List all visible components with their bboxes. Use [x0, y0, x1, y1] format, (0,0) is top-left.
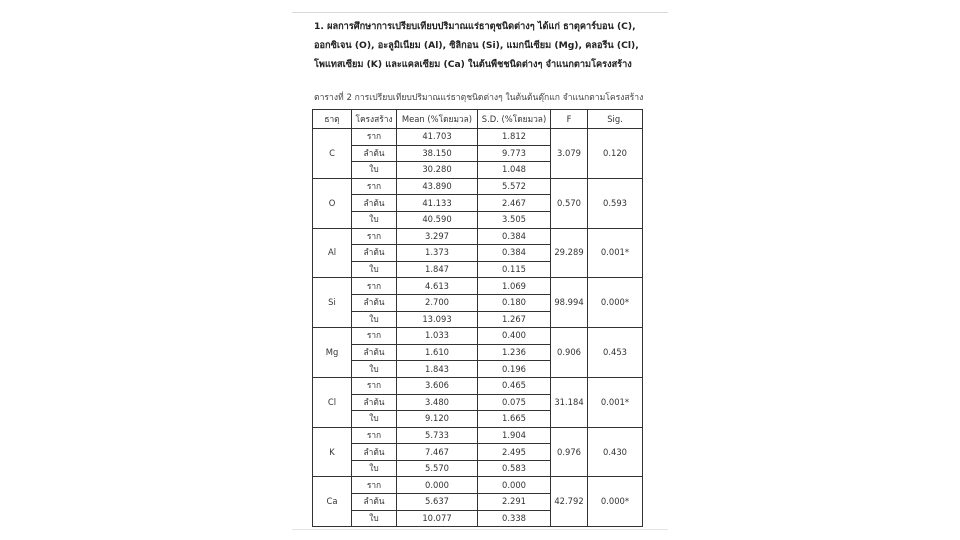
sig-cell: 0.430 [588, 427, 643, 477]
element-cell: Cl [313, 377, 352, 427]
element-cell: Al [313, 228, 352, 278]
sd-cell: 0.075 [478, 394, 551, 411]
sd-cell: 0.583 [478, 460, 551, 477]
sd-cell: 2.495 [478, 444, 551, 461]
sd-cell: 0.115 [478, 261, 551, 278]
table-row [313, 228, 643, 245]
structure-cell: ลำต้น [352, 444, 397, 461]
sd-cell: 0.196 [478, 361, 551, 378]
f-value-cell: 3.079 [551, 129, 588, 179]
structure-cell: ใบ [352, 361, 397, 378]
sd-cell: 0.400 [478, 328, 551, 345]
mean-cell: 9.120 [397, 411, 478, 428]
structure-cell: ลำต้น [352, 195, 397, 212]
table-row [313, 477, 643, 494]
structure-cell: ใบ [352, 411, 397, 428]
structure-cell: ลำต้น [352, 145, 397, 162]
mean-cell: 1.847 [397, 261, 478, 278]
mean-cell: 5.637 [397, 494, 478, 511]
sig-cell: 0.000* [588, 278, 643, 328]
structure-cell: ใบ [352, 510, 397, 527]
structure-cell: ราก [352, 377, 397, 394]
f-value-cell: 0.976 [551, 427, 588, 477]
header-sd: S.D. (%โดยมวล) [478, 110, 551, 129]
mean-cell: 1.843 [397, 361, 478, 378]
structure-cell: ราก [352, 328, 397, 345]
mean-cell: 3.480 [397, 394, 478, 411]
structure-cell: ราก [352, 427, 397, 444]
sd-cell: 1.267 [478, 311, 551, 328]
sig-cell: 0.120 [588, 129, 643, 179]
mean-cell: 38.150 [397, 145, 478, 162]
table-row [313, 178, 643, 195]
element-cell: K [313, 427, 352, 477]
sig-cell: 0.453 [588, 328, 643, 378]
header-mean: Mean (%โดยมวล) [397, 110, 478, 129]
header-element: ธาตุ [313, 110, 352, 129]
sd-cell: 0.338 [478, 510, 551, 527]
table-row [313, 328, 643, 345]
sd-cell: 1.048 [478, 162, 551, 179]
f-value-cell: 42.792 [551, 477, 588, 527]
mean-cell: 41.703 [397, 129, 478, 146]
sd-cell: 3.505 [478, 211, 551, 228]
document-page [292, 12, 668, 530]
header-structure: โครงสร้าง [352, 110, 397, 129]
structure-cell: ราก [352, 278, 397, 295]
section-heading: 1. ผลการศึกษาการเปรียบเทียบปริมาณแร่ธาตุชนิดต่างๆ ได้แก่ ธาตุคาร์บอน (C), ออกซิเจน (O), อะลูมิเนียม (Al), ซิลิกอน (Si), แมกนีเซียม (Mg), คลอรีน (Cl), โพแทสเซียม (K) และแคลเซียม (Ca) ในต้นพืชชนิดต่างๆ จำแนกตามโครงสร้าง [314, 21, 639, 70]
sd-cell: 1.069 [478, 278, 551, 295]
structure-cell: ลำต้น [352, 245, 397, 262]
sd-cell: 0.384 [478, 228, 551, 245]
structure-cell: ใบ [352, 162, 397, 179]
sd-cell: 2.291 [478, 494, 551, 511]
f-value-cell: 0.906 [551, 328, 588, 378]
mean-cell: 3.297 [397, 228, 478, 245]
mean-cell: 4.613 [397, 278, 478, 295]
mean-cell: 30.280 [397, 162, 478, 179]
structure-cell: ใบ [352, 211, 397, 228]
sig-cell: 0.001* [588, 377, 643, 427]
sig-cell: 0.593 [588, 178, 643, 228]
table-row [313, 129, 643, 146]
sd-cell: 1.812 [478, 129, 551, 146]
sd-cell: 1.904 [478, 427, 551, 444]
sd-cell: 1.665 [478, 411, 551, 428]
header-sig: Sig. [588, 110, 643, 129]
structure-cell: ราก [352, 477, 397, 494]
mean-cell: 7.467 [397, 444, 478, 461]
mean-cell: 5.733 [397, 427, 478, 444]
sd-cell: 0.180 [478, 294, 551, 311]
mean-cell: 43.890 [397, 178, 478, 195]
f-value-cell: 0.570 [551, 178, 588, 228]
f-value-cell: 29.289 [551, 228, 588, 278]
mean-cell: 1.033 [397, 328, 478, 345]
table-row [313, 278, 643, 295]
mineral-comparison-table [312, 109, 643, 527]
element-cell: Ca [313, 477, 352, 527]
f-value-cell: 98.994 [551, 278, 588, 328]
sig-cell: 0.001* [588, 228, 643, 278]
f-value-cell: 31.184 [551, 377, 588, 427]
sd-cell: 0.384 [478, 245, 551, 262]
table-row [313, 377, 643, 394]
table-header-row [313, 110, 643, 129]
mean-cell: 2.700 [397, 294, 478, 311]
structure-cell: ราก [352, 178, 397, 195]
element-cell: O [313, 178, 352, 228]
structure-cell: ราก [352, 228, 397, 245]
sd-cell: 9.773 [478, 145, 551, 162]
structure-cell: ราก [352, 129, 397, 146]
table-row [313, 427, 643, 444]
sd-cell: 0.000 [478, 477, 551, 494]
mean-cell: 10.077 [397, 510, 478, 527]
structure-cell: ลำต้น [352, 494, 397, 511]
structure-cell: ใบ [352, 311, 397, 328]
mean-cell: 13.093 [397, 311, 478, 328]
table-caption: ตารางที่ 2 การเปรียบเทียบปริมาณแร่ธาตุชนิดต่างๆ ในต้นต้นตุ๊กแก จำแนกตามโครงสร้าง [314, 93, 644, 103]
mean-cell: 3.606 [397, 377, 478, 394]
header-f: F [551, 110, 588, 129]
sd-cell: 1.236 [478, 344, 551, 361]
element-cell: Mg [313, 328, 352, 378]
mean-cell: 1.610 [397, 344, 478, 361]
mean-cell: 41.133 [397, 195, 478, 212]
mean-cell: 40.590 [397, 211, 478, 228]
sd-cell: 2.467 [478, 195, 551, 212]
sig-cell: 0.000* [588, 477, 643, 527]
sd-cell: 0.465 [478, 377, 551, 394]
structure-cell: ลำต้น [352, 344, 397, 361]
mean-cell: 1.373 [397, 245, 478, 262]
structure-cell: ใบ [352, 460, 397, 477]
sd-cell: 5.572 [478, 178, 551, 195]
mean-cell: 0.000 [397, 477, 478, 494]
mean-cell: 5.570 [397, 460, 478, 477]
element-cell: Si [313, 278, 352, 328]
structure-cell: ลำต้น [352, 294, 397, 311]
element-cell: C [313, 129, 352, 179]
structure-cell: ลำต้น [352, 394, 397, 411]
structure-cell: ใบ [352, 261, 397, 278]
